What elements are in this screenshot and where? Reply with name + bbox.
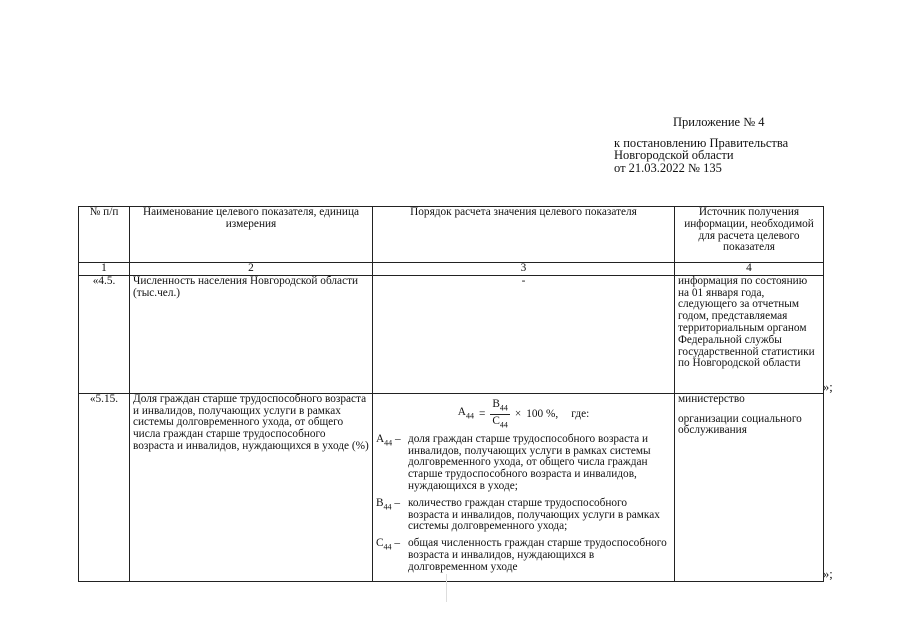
header-source: Источник получения информации, необходимой для расчета целевого показателя	[675, 207, 824, 263]
source-ministry: министерство	[678, 392, 745, 405]
formula-definitions	[376, 434, 671, 574]
info-source	[675, 393, 824, 581]
calculation-method: -	[373, 275, 675, 393]
appendix-line-3: от 21.03.2022 № 135	[614, 160, 722, 175]
formula-equals: =	[478, 407, 486, 420]
header-name: Наименование целевого показателя, единица измерения	[130, 207, 373, 263]
col-number-1: 1	[79, 263, 130, 276]
appendix-title: Приложение № 4	[673, 115, 765, 129]
col-number-3: 3	[373, 263, 675, 276]
source-organizations: организации социального обслуживания	[678, 412, 802, 437]
calculation-method	[373, 393, 675, 581]
definition-b44: $B_{44}$ – количество граждан старше трудоспособного возраста и инвалидов, получающих услуги в рамках системы долговременного ухода;	[376, 496, 660, 533]
row2-end-mark: »;	[823, 567, 833, 581]
formula-lhs: $A_{44}$	[457, 406, 474, 421]
definition-c44: $C_{44}$ – общая численность граждан старше трудоспособного возраста и инвалидов, нуждающихся в долговременном уходе	[376, 537, 667, 573]
col-number-4: 4	[675, 263, 824, 276]
row-number: «5.15.	[79, 393, 130, 581]
formula-fraction	[490, 398, 510, 432]
info-source: информация по состоянию на 01 января года, следующего за отчетным годом, представляемая территориальным органом Федеральной службы государственной статистики по Новгородской области	[675, 275, 824, 393]
header-num: № п/п	[79, 207, 130, 263]
scan-artifact-line	[446, 574, 447, 602]
formula-denominator: $C_{44}$	[492, 415, 508, 430]
appendix-line-1: к постановлению Правительства	[614, 135, 789, 150]
column-number-row	[79, 263, 824, 276]
table-header-row	[79, 207, 824, 263]
indicators-table	[78, 206, 824, 582]
appendix-header	[614, 116, 874, 174]
header-calc: Порядок расчета значения целевого показателя	[373, 207, 675, 263]
table-row	[79, 275, 824, 393]
definition-a44: $A_{44}$ – доля граждан старше трудоспособного возраста и инвалидов, получающих услуги в рамках системы долговременного ухода, от общего числа граждан старше трудоспособного возраста и инвалидов, нуждающихся в уходе;	[376, 432, 651, 492]
indicator-name: Численность населения Новгородской области (тыс.чел.)	[130, 275, 373, 393]
col-number-2: 2	[130, 263, 373, 276]
table-row	[79, 393, 824, 581]
formula-percent: 100 %,	[526, 407, 559, 420]
row1-end-mark: »;	[823, 380, 833, 394]
formula	[376, 400, 671, 430]
row-number: «4.5.	[79, 275, 130, 393]
formula-where: где:	[571, 407, 590, 420]
formula-numerator: $B_{44}$	[490, 398, 510, 415]
appendix-line-2: Новгородской области	[614, 148, 734, 162]
indicator-name: Доля граждан старше трудоспособного возраста и инвалидов, получающих услуги в рамках системы долговременного ухода, от общего числа граждан старше трудоспособного возраста и инвалидов, нуждающихся в уходе (%)	[130, 393, 373, 581]
formula-times: ×	[514, 407, 522, 420]
